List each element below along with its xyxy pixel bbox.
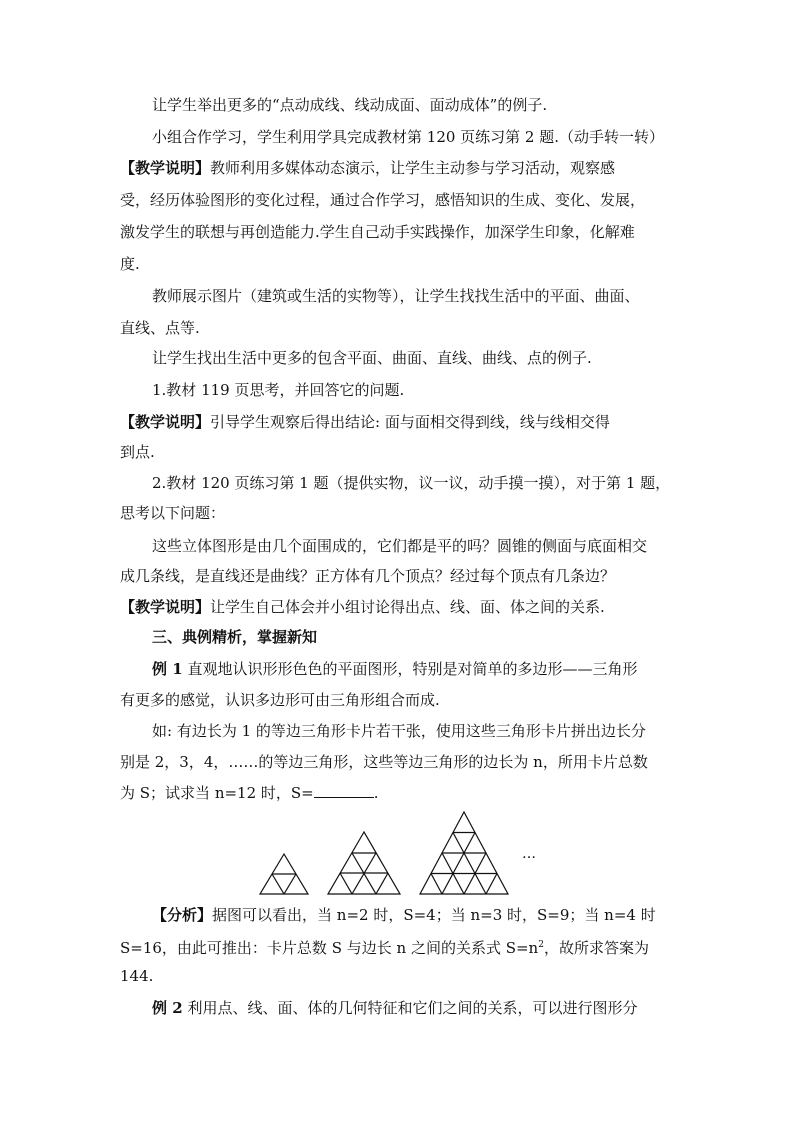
paragraph-line: 成几条线，是直线还是曲线？正方体有几个顶点？经过每个顶点有几条边？ [120,567,616,585]
paragraph-line: 激发学生的联想与再创造能力.学生自己动手实践操作，加深学生印象，化解难 [120,223,635,241]
paragraph-text: 据图可以看出，当 n=2 时，S=4；当 n=3 时，S=9；当 n=4 时 [212,906,656,924]
paragraph-line: 受，经历体验图形的变化过程，通过合作学习，感悟知识的生成、变化、发展， [120,191,646,209]
paragraph-line: 小组合作学习，学生利用学具完成教材第 120 页练习第 2 题.（动手转一转） [152,128,665,146]
paragraph-line [152,998,637,1018]
analysis-label: 【分析】 [152,906,213,924]
paragraph-line: 如: 有边长为 1 的等边三角形卡片若干张，使用这些三角形卡片拼出边长分 [152,722,646,740]
paragraph-text: 为 S；试求当 n=12 时，S= [120,784,314,802]
paragraph-text: . [373,784,379,802]
paragraph-line: 让学生找出生活中更多的包含平面、曲面、直线、曲线、点的例子. [152,349,592,367]
paragraph-line [120,158,615,178]
section-heading: 三、典例精析，掌握新知 [152,628,318,646]
paragraph-text: ，故所求答案为 [543,939,649,957]
paragraph-text: 直观地认识形形色色的平面图形，特别是对简单的多边形——三角形 [182,660,638,678]
paragraph-line: 1.教材 119 页思考，并回答它的问题. [152,381,405,399]
paragraph-text: 让学生自己体会并小组讨论得出点、线、面、体之间的关系. [210,598,605,616]
paragraph-line: 144. [120,967,154,985]
paragraph-line: 思考以下问题： [120,504,226,522]
answer-blank [314,783,374,798]
example-label: 例 1 [152,660,183,678]
triangle-side-3 [328,832,400,894]
paragraph-text: 引导学生观察后得出结论: 面与面相交得到线，线与线相交得 [210,413,610,431]
paragraph-text: 利用点、线、面、体的几何特征和它们之间的关系，可以进行图形分 [182,999,638,1017]
triangle-figure [250,810,550,900]
teaching-note-label: 【教学说明】 [120,159,211,177]
paragraph-line: 这些立体图形是由几个面围成的，它们都是平的吗？圆锥的侧面与底面相交 [152,537,648,555]
paragraph-line [120,412,610,432]
paragraph-line [120,597,605,617]
figure-ellipsis: … [522,846,536,862]
paragraph-line [120,935,649,958]
paragraph-line: 别是 2，3，4，……的等边三角形，这些等边三角形的边长为 n，所用卡片总数 [120,753,648,771]
triangle-side-4 [420,812,508,894]
paragraph-line: 度. [120,255,140,273]
paragraph-text: S=16，由此可推出：卡片总数 S 与边长 n 之间的关系式 S=n [120,939,539,957]
paragraph-line [152,659,637,679]
superscript: 2 [538,940,544,950]
triangle-side-2 [260,854,308,894]
paragraph-line: 让学生举出更多的“点动成线、线动成面、面动成体”的例子. [152,96,548,114]
paragraph-line [120,783,379,803]
paragraph-line: 直线、点等. [120,319,200,337]
teaching-note-label: 【教学说明】 [120,413,211,431]
paragraph-line: 2.教材 120 页练习第 1 题（提供实物，议一议，动手摸一摸），对于第 1 题， [152,474,671,492]
paragraph-line [152,905,656,925]
paragraph-line: 有更多的感觉，认识多边形可由三角形组合而成. [120,691,440,709]
teaching-note-label: 【教学说明】 [120,598,211,616]
example-label: 例 2 [152,999,183,1017]
paragraph-line: 教师展示图片（建筑或生活的实物等），让学生找找生活中的平面、曲面、 [152,287,640,305]
paragraph-line: 到点. [120,443,155,461]
paragraph-text: 教师利用多媒体动态演示，让学生主动参与学习活动，观察感 [210,159,616,177]
